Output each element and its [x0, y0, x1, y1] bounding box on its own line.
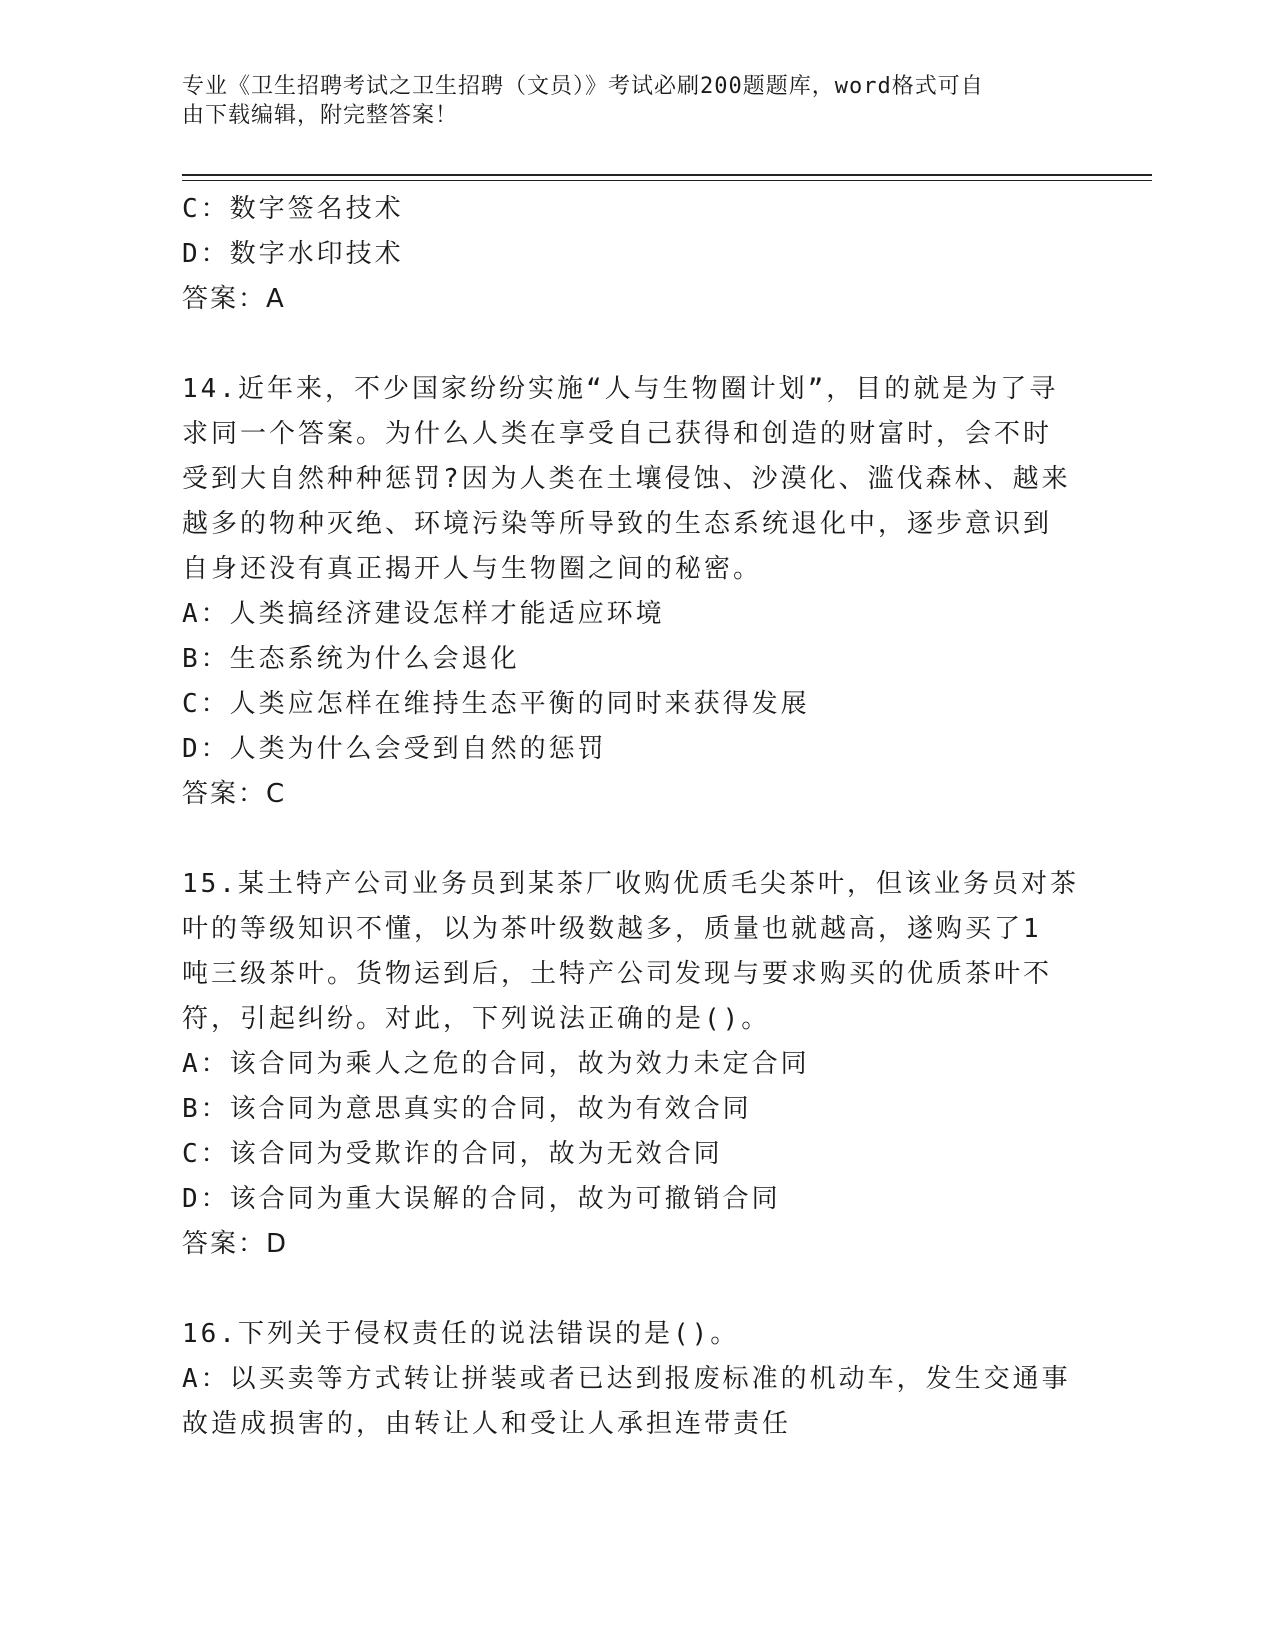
q14-stem-line: 越多的物种灭绝、环境污染等所导致的生态系统退化中，逐步意识到: [182, 509, 1053, 539]
q14-option-d: D：人类为什么会受到自然的惩罚: [182, 734, 607, 764]
spacer: [182, 1267, 1062, 1312]
spacer: [182, 817, 1062, 862]
header-rule-thick: [182, 174, 1152, 176]
q15-option-d: D：该合同为重大误解的合同，故为可撤销合同: [182, 1184, 781, 1214]
q15-stem-line: 15.某土特产公司业务员到某茶厂收购优质毛尖茶叶，但该业务员对茶: [182, 869, 1079, 899]
q15-option-a: A：该合同为乘人之危的合同，故为效力未定合同: [182, 1049, 810, 1079]
q15-option-b: B：该合同为意思真实的合同，故为有效合同: [182, 1094, 752, 1124]
prev-option-d: D：数字水印技术: [182, 239, 404, 269]
q15-stem-line: 符，引起纠纷。对此，下列说法正确的是()。: [182, 1004, 771, 1034]
prev-answer: 答案：A: [182, 284, 286, 314]
q15-stem-line: 叶的等级知识不懂，以为茶叶级数越多，质量也就越高，遂购买了1: [182, 914, 1042, 944]
q14-option-b: B：生态系统为什么会退化: [182, 644, 520, 674]
spacer: [182, 322, 1062, 367]
q14-stem-line: 求同一个答案。为什么人类在享受自己获得和创造的财富时，会不时: [182, 419, 1053, 449]
header-line-2: 由下载编辑，附完整答案！: [182, 103, 459, 128]
q15-option-c: C：该合同为受欺诈的合同，故为无效合同: [182, 1139, 723, 1169]
q14-stem-line: 14.近年来，不少国家纷纷实施“人与生物圈计划”，目的就是为了寻: [182, 374, 1059, 404]
q14-option-a: A：人类搞经济建设怎样才能适应环境: [182, 599, 665, 629]
q16-stem-line: 16.下列关于侵权责任的说法错误的是()。: [182, 1319, 740, 1349]
q15-stem-line: 吨三级茶叶。货物运到后，土特产公司发现与要求购买的优质茶叶不: [182, 959, 1053, 989]
q14-answer: 答案：C: [182, 779, 287, 809]
header-rule-thin: [182, 180, 1152, 181]
q15-answer: 答案：D: [182, 1229, 289, 1259]
q16-option-a-line: A：以买卖等方式转让拼装或者已达到报废标准的机动车，发生交通事: [182, 1364, 1071, 1394]
q14-stem-line: 受到大自然种种惩罚?因为人类在土壤侵蚀、沙漠化、滥伐森林、越来: [182, 464, 1071, 494]
question-content: [182, 187, 1079, 1447]
q14-stem-line: 自身还没有真正揭开人与生物圈之间的秘密。: [182, 554, 763, 584]
prev-option-c: C：数字签名技术: [182, 194, 404, 224]
document-header: [182, 72, 1052, 130]
header-line-1: 专业《卫生招聘考试之卫生招聘（文员）》考试必刷200题题库，word格式可自: [182, 74, 984, 99]
q16-option-a-line: 故造成损害的，由转让人和受让人承担连带责任: [182, 1409, 792, 1439]
q14-option-c: C：人类应怎样在维持生态平衡的同时来获得发展: [182, 689, 810, 719]
